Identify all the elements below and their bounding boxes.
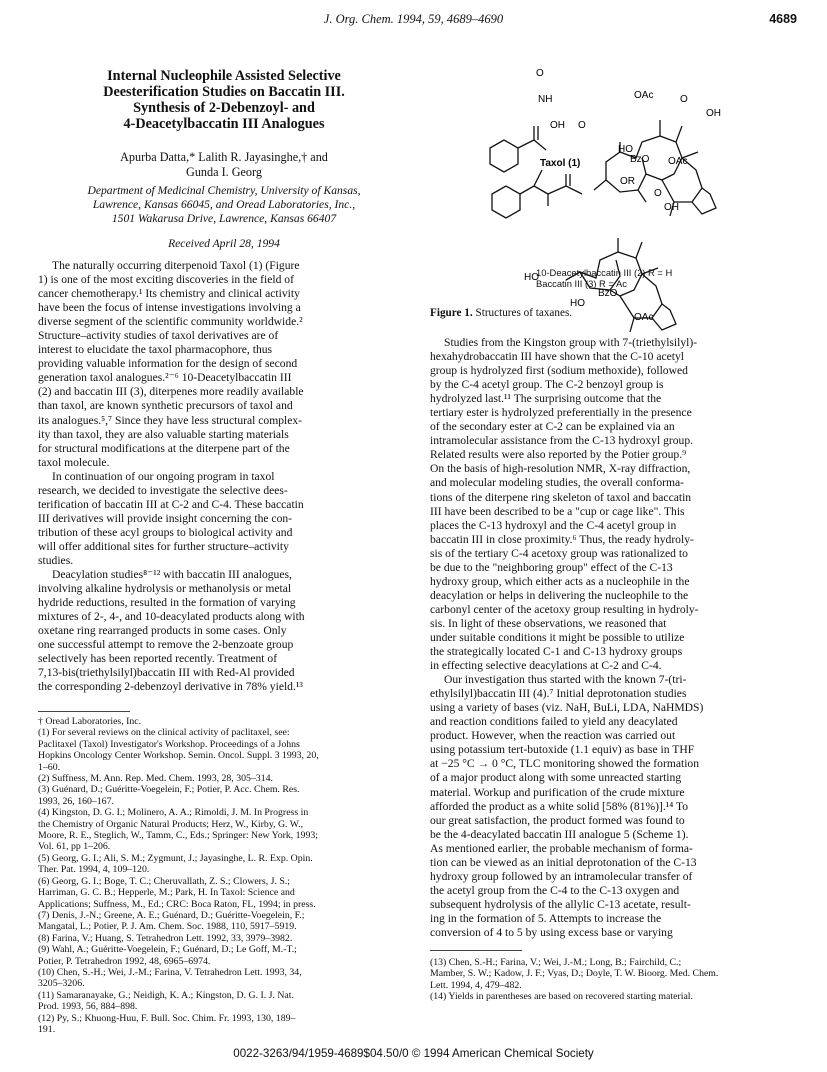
text-line: In continuation of our ongoing program in taxol xyxy=(52,469,275,483)
text-line: baccatin III in close proximity.⁶ Thus, the ready hydroly- xyxy=(430,532,694,546)
text-line: in effecting selective deacylations at C-2 and C-4. xyxy=(430,659,662,673)
footnote-line: (9) Wahl, A.; Guéritte-Voegelein, F.; Guénard, D.; Le Goff, M.-T.; xyxy=(38,944,297,956)
author-line: Apurba Datta,* Lalith R. Jayasinghe,† and xyxy=(120,150,328,164)
footnote-line: 191. xyxy=(38,1023,56,1035)
footnote-line: Paclitaxel (Taxol) Investigator's Workshop. Proceedings of a Johns xyxy=(38,738,300,750)
title-line: Internal Nucleophile Assisted Selective xyxy=(107,68,341,84)
text-line: providing valuable information for the design of second xyxy=(38,357,298,371)
text-line: intramolecular assistance from the C-13 hydroxyl group. xyxy=(430,434,694,448)
footnote-line: Potier, P. Tetrahedron 1992, 48, 6965–6974. xyxy=(38,955,211,967)
text-line: The naturally occurring diterpenoid Taxol (1) (Figure xyxy=(52,259,300,272)
text-line: Related results were also reported by the Potier group.⁹ xyxy=(430,448,687,462)
text-line: the corresponding 2-debenzoyl derivative in 78% yield.¹³ xyxy=(38,680,303,694)
text-line: Deacylation studies⁸⁻¹² with baccatin III analogues, xyxy=(52,568,292,582)
text-line: 1) is one of the most exciting discoveries in the field of xyxy=(38,273,294,287)
footnote-line: (4) Kingston, D. G. I.; Molinero, A. A.; Rimoldi, J. M. In Progress in xyxy=(38,807,309,819)
footnote-line: (2) Suffness, M. Ann. Rep. Med. Chem. 1993, 28, 305–314. xyxy=(38,773,273,785)
fig-label-oh3: OH xyxy=(664,202,679,213)
text-line: ing in the formation of 5. Attempts to increase the xyxy=(430,911,662,925)
text-line: ethylsilyl)baccatin III (4).⁷ Initial deprotonation studies xyxy=(430,687,687,701)
fig-label-or: OR xyxy=(620,176,635,187)
text-line: and molecular modeling studies, the overall conforma- xyxy=(430,476,685,490)
text-line: Studies from the Kingston group with 7-(triethylsilyl)- xyxy=(444,336,698,349)
paragraph xyxy=(38,470,410,568)
footnote-line: (14) Yields in parentheses are based on recovered starting material. xyxy=(430,991,693,1003)
text-line: III derivatives will provide insight concerning the con- xyxy=(38,511,293,525)
title-line: 4-Deacetylbaccatin III Analogues xyxy=(123,116,325,132)
footnote-line: Moore, R. E., Steglich, W., Tamm, C., Eds.; Springer: New York, 1993; xyxy=(38,830,318,842)
text-line: tion can be viewed as an initial deprotonation of the C-13 xyxy=(430,855,697,869)
text-line: oxetane ring rearranged products in some cases. Only xyxy=(38,624,287,638)
text-line: III have been described to be a "cup or cage like". This xyxy=(430,504,685,518)
text-line: selectively has been reported recently. Treatment of xyxy=(38,652,278,666)
fig-label-ho3: HO xyxy=(570,298,585,309)
paragraph xyxy=(430,673,792,940)
text-line: tertiary ester is hydrolyzed preferentially in the presence xyxy=(430,406,692,420)
figure-caption xyxy=(430,307,572,319)
fig-label-oac3: OAc xyxy=(634,312,654,323)
fig-label-o4: O xyxy=(654,188,662,199)
text-line: hexahydrobaccatin III have shown that the C-10 acetyl xyxy=(430,350,684,364)
fig-label-o3: O xyxy=(680,94,688,105)
footnote-line: (7) Denis, J.-N.; Greene, A. E.; Guénard, D.; Guéritte-Voegelein, F.; xyxy=(38,909,305,921)
text-line: hydrolyzed last.¹¹ The surprising outcome that the xyxy=(430,392,662,406)
text-line: one successful attempt to remove the 2-benzoate group xyxy=(38,638,294,652)
text-line: our great satisfaction, the product formed was found to xyxy=(430,813,685,827)
footnote-line: (11) Samaranayake, G.; Neidigh, K. A.; Kingston, D. G. I. J. Nat. xyxy=(38,989,294,1001)
footnotes-left xyxy=(38,716,410,1035)
footnote-line: Mangatal, L.; Potier, P. J. Am. Chem. Soc. 1988, 110, 5917–5919. xyxy=(38,921,297,933)
text-line: places the C-13 hydroxyl and the C-4 acetyl group in xyxy=(430,518,677,532)
text-line: Structure–activity studies of taxol derivatives are of xyxy=(38,329,279,343)
text-line: and reaction conditions failed to yield any deacylated xyxy=(430,715,678,729)
fig-label-oh: OH xyxy=(550,120,565,131)
taxol-structure xyxy=(490,120,716,218)
text-line: using potassium tert-butoxide (1.1 equiv) as base in THF xyxy=(430,743,695,757)
paragraph xyxy=(430,336,792,673)
text-line: interest to elucidate the taxol pharmacophore, thus xyxy=(38,343,273,357)
text-line: for structural modifications at the diterpene part of the xyxy=(38,441,290,455)
title-line: Synthesis of 2-Debenzoyl- and xyxy=(133,100,315,116)
fig-label-ho: HO xyxy=(618,144,633,155)
fig-label-taxol: Taxol (1) xyxy=(540,158,581,169)
fig-label-oh2: OH xyxy=(706,108,721,119)
footnote-line: † Oread Laboratories, Inc. xyxy=(38,716,142,727)
text-line: deacylation or helps in delivering the nucleophile to the xyxy=(430,588,689,602)
fig-label-bzo2: BzO xyxy=(598,288,618,299)
footnote-line: Harriman, G. C. B.; Hepperle, M.; Park, H. In Taxol: Science and xyxy=(38,887,295,899)
text-line: hydroxy group followed by an intramolecular transfer of xyxy=(430,869,693,883)
text-line: terification of baccatin III at C-2 and C-4. These baccatin xyxy=(38,497,304,511)
paragraph xyxy=(38,259,410,470)
copyright-footer: 0022-3263/94/1959-4689$04.50/0 © 1994 American Chemical Society xyxy=(233,1047,594,1060)
text-line: conversion of 4 to 5 by using excess base or varying xyxy=(430,925,673,939)
paragraph xyxy=(38,568,410,694)
text-line: mixtures of 2-, 4-, and 10-deacylated products along with xyxy=(38,610,305,624)
affiliation xyxy=(38,184,410,226)
figure-caption-text: Structures of taxanes. xyxy=(475,307,573,319)
text-line: ity than taxol, they are also valuable starting materials xyxy=(38,427,289,441)
text-line: using a variety of bases (viz. NaH, BuLi, LDA, NaHMDS) xyxy=(430,701,704,715)
footnote-line: (6) Georg, G. I.; Boge, T. C.; Cheruvallath, Z. S.; Clowers, J. S.; xyxy=(38,875,290,887)
text-line: at −25 °C → 0 °C, TLC monitoring showed the formation xyxy=(430,757,700,771)
text-line: group is hydrolyzed first (sodium methoxide), followed xyxy=(430,364,688,378)
text-line: will offer additional sites for further structure–activity xyxy=(38,539,289,553)
footnote-divider xyxy=(38,711,130,712)
text-line: research, we decided to investigate the selective dees- xyxy=(38,483,288,497)
legend-baccatin: Baccatin III (3) R = Ac xyxy=(536,278,627,289)
text-line: of the secondary ester at C-2 can be explained via an xyxy=(430,420,675,434)
baccatin-legend xyxy=(536,267,672,289)
footnote-line: Hopkins Oncology Center Workshop. Semin. Oncol. Suppl. 3 1993, 20, xyxy=(38,750,319,762)
legend-deacetylbaccatin: 10-Deacetylbaccatin III (2) R = H xyxy=(536,267,673,278)
text-line: generation taxol analogues.²⁻⁶ 10-Deacetylbaccatin III xyxy=(38,371,292,385)
text-line: than taxol, are known synthetic precursors of taxol and xyxy=(38,399,293,413)
footnote-line: 1993, 26, 160–167. xyxy=(38,795,114,807)
author-list xyxy=(38,150,410,180)
text-line: be the 4-deacylated baccatin III analogue 5 (Scheme 1). xyxy=(430,827,689,841)
text-line: sis. In light of these observations, we reasoned that xyxy=(430,616,667,630)
fig-label-bzo: BzO xyxy=(630,154,650,165)
text-line: tribution of these acyl groups to biological activity and xyxy=(38,525,293,539)
fig-label-oac2: OAc xyxy=(668,156,688,167)
fig-label-oac: OAc xyxy=(634,90,654,101)
text-line: involving alkaline hydrolysis or methanolysis or metal xyxy=(38,582,292,596)
affiliation-line: Department of Medicinal Chemistry, University of Kansas, xyxy=(87,184,361,197)
text-line: afforded the product as a white solid [58% (81%)].¹⁴ To xyxy=(430,799,689,813)
text-line: by the C-4 acetyl group. The C-2 benzoyl group is xyxy=(430,378,664,392)
footnote-line: Vol. 61, pp 1–206. xyxy=(38,841,111,853)
fig-label-o2: O xyxy=(578,120,586,131)
footnotes-right xyxy=(430,957,792,1003)
text-line: of a major product along with some unreacted starting xyxy=(430,771,682,785)
article-title xyxy=(38,68,410,132)
text-line: Our investigation thus started with the known 7-(tri- xyxy=(444,673,687,687)
footnote-line: Mamber, S. W.; Kadow, J. F.; Vyas, D.; Doyle, T. W. Bioorg. Med. Chem. xyxy=(430,968,719,980)
text-line: On the basis of high-resolution NMR, X-ray diffraction, xyxy=(430,462,691,476)
footnote-line: (1) For several reviews on the clinical activity of paclitaxel, see: xyxy=(38,727,290,739)
author-line: Gunda I. Georg xyxy=(186,165,262,179)
text-line: studies. xyxy=(38,553,74,567)
figure-caption-label: Figure 1. xyxy=(430,307,473,319)
footnote-line: (13) Chen, S.-H.; Farina, V.; Wei, J.-M.; Long, B.; Fairchild, C.; xyxy=(430,957,682,968)
text-line: As mentioned earlier, the probable mechanism of forma- xyxy=(430,841,693,855)
text-line: 7,13-bis(triethylsilyl)baccatin III with Red-Al provided xyxy=(38,666,295,680)
text-line: hydride reductions, resulted in the formation of varying xyxy=(38,596,296,610)
footnote-line: 1–60. xyxy=(38,761,61,773)
text-line: be due to the "neighboring group" effect of the C-13 xyxy=(430,560,673,574)
footnote-line: the Chemistry of Organic Natural Products; Herz, W., Kirby, G. W., xyxy=(38,818,304,830)
footnote-line: Lett. 1994, 4, 479–482. xyxy=(430,979,522,991)
affiliation-line: Lawrence, Kansas 66045, and Oread Laboratories, Inc., xyxy=(92,198,356,211)
fig-label-nh: NH xyxy=(538,94,553,105)
footnote-divider-right xyxy=(430,950,522,951)
page-number: 4689 xyxy=(769,12,797,26)
text-line: (2) and baccatin III (3), diterpenes more readily available xyxy=(38,385,304,399)
text-line: tions of the diterpene ring skeleton of taxol and baccatin xyxy=(430,490,692,504)
text-line: carbonyl center of the acetoxy group resulting in hydroly- xyxy=(430,602,699,616)
text-line: the strategically located C-1 and C-13 hydroxy groups xyxy=(430,645,683,659)
footnote-line: 3205–3206. xyxy=(38,978,85,990)
text-line: its analogues.⁵,⁷ Since they have less structural complex- xyxy=(38,413,303,427)
text-line: material. Workup and purification of the crude mixture xyxy=(430,785,685,799)
footnote-line: Prod. 1993, 56, 884–898. xyxy=(38,1001,138,1013)
footnote-line: (12) Py, S.; Khuong-Huu, F. Bull. Soc. Chim. Fr. 1993, 130, 189– xyxy=(38,1012,296,1024)
received-date: Received April 28, 1994 xyxy=(168,237,280,250)
left-column-body xyxy=(38,259,410,694)
fig-label-o: O xyxy=(536,68,544,79)
footnote-line: (3) Guénard, D.; Guéritte-Voegelein, F.; Potier, P. Acc. Chem. Res. xyxy=(38,784,300,796)
text-line: hydroxy group, which either acts as a nucleophile in the xyxy=(430,574,690,588)
footnote-line: (5) Georg, G. I.; Ali, S. M.; Zygmunt, J.; Jayasinghe, L. R. Exp. Opin. xyxy=(38,852,313,864)
text-line: product. However, when the reaction was carried out xyxy=(430,729,676,743)
footnote-line: Ther. Pat. 1994, 4, 109–120. xyxy=(38,864,150,876)
affiliation-line: 1501 Wakarusa Drive, Lawrence, Kansas 66407 xyxy=(111,212,337,225)
text-line: taxol molecule. xyxy=(38,455,110,469)
text-line: diverse segment of the scientific community worldwide.² xyxy=(38,315,303,329)
footnote-line: (8) Farina, V.; Huang, S. Tetrahedron Lett. 1992, 33, 3979–3982. xyxy=(38,932,293,944)
footnote-line: Applications; Suffness, M., Ed.; CRC: Boca Raton, FL, 1994; in press. xyxy=(38,898,316,910)
text-line: the acetyl group from the C-4 to the C-13 oxygen and xyxy=(430,883,680,897)
text-line: subsequent hydrolysis of the allylic C-13 acetate, result- xyxy=(430,897,691,911)
text-line: under suitable conditions it might be possible to utilize xyxy=(430,630,685,644)
fig-label-ho2: HO xyxy=(524,272,539,283)
right-column-body xyxy=(430,336,792,940)
text-line: cancer chemotherapy.¹ Its chemistry and clinical activity xyxy=(38,287,300,301)
title-line: Deesterification Studies on Baccatin III. xyxy=(103,84,345,100)
running-header-journal: J. Org. Chem. 1994, 59, 4689–4690 xyxy=(323,12,504,26)
footnote-line: (10) Chen, S.-H.; Wei, J.-M.; Farina, V. Tetrahedron Lett. 1993, 34, xyxy=(38,966,302,978)
text-line: sis of the tertiary C-4 acetoxy group was rationalized to xyxy=(430,546,688,560)
text-line: have been the focus of intense investigations involving a xyxy=(38,301,301,315)
